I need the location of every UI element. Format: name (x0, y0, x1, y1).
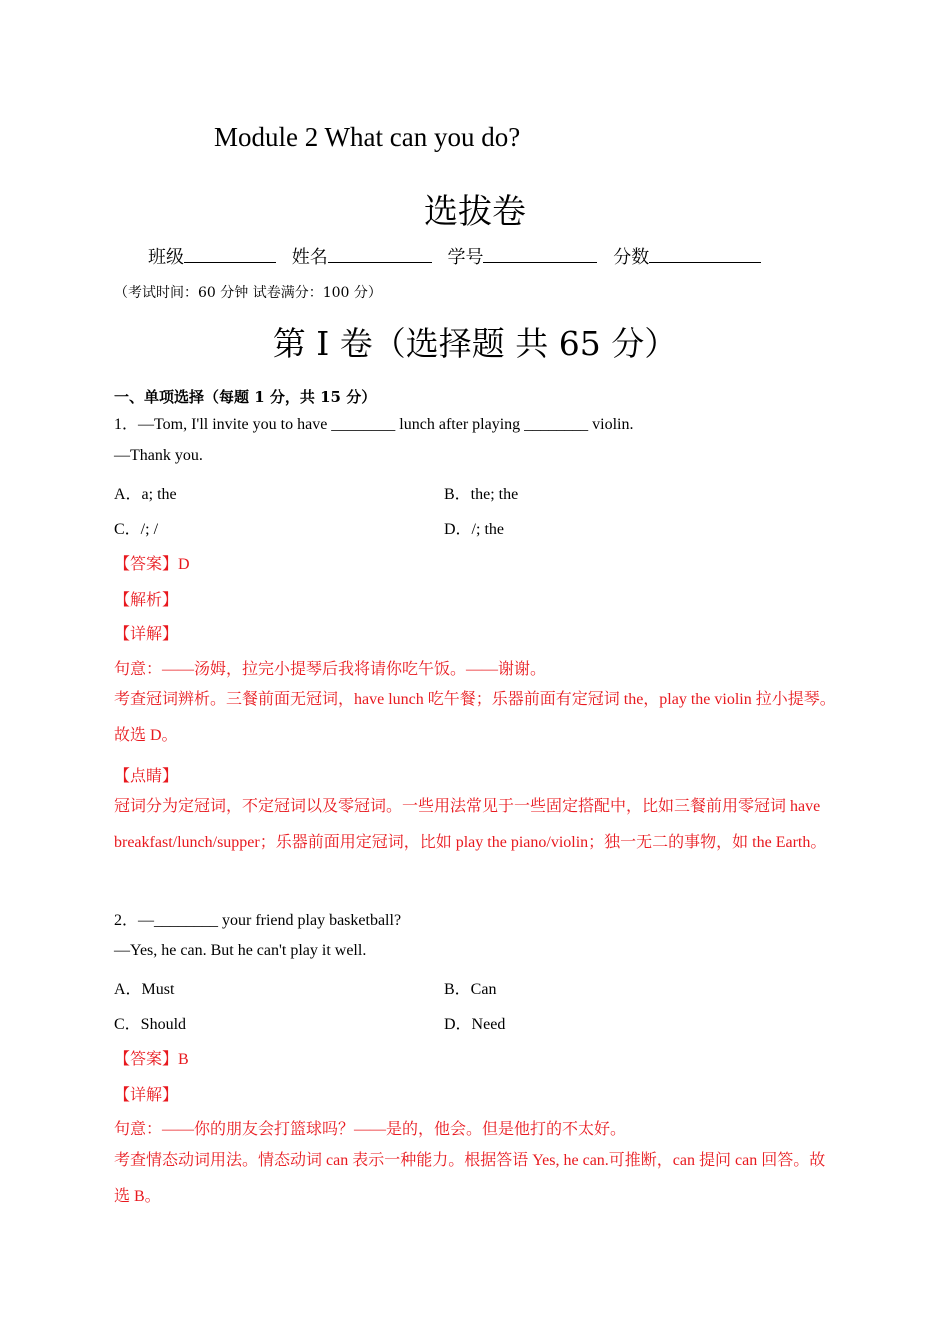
student-info-row (148, 243, 771, 269)
question-1-stem: 1．—Tom, I'll invite you to have ________ lunch after playing ________ violin. (114, 416, 634, 433)
score-blank[interactable] (649, 246, 761, 263)
question-1-option-c: C．/; / (114, 521, 159, 538)
question-1-detail-label: 【详解】 (114, 626, 179, 643)
volume-title: 第 I 卷（选择题 共 65 分） (272, 324, 678, 363)
question-2-option-b: B．Can (444, 981, 497, 998)
class-blank[interactable] (184, 246, 276, 263)
question-2-stem: 2．—________ your friend play basketball? (114, 912, 402, 929)
question-2-option-d: D．Need (444, 1016, 506, 1033)
question-1-response: —Thank you. (114, 447, 203, 464)
question-2-detail-label: 【详解】 (114, 1087, 179, 1104)
question-2-meaning: 句意：——你的朋友会打篮球吗？——是的，他会。但是他打的不太好。 (114, 1121, 627, 1138)
question-2-option-c: C．Should (114, 1016, 187, 1033)
question-1-answer: 【答案】D (114, 556, 190, 573)
exam-info: （考试时间：60 分钟 试卷满分：100 分） (114, 285, 382, 301)
question-2-answer: 【答案】B (114, 1051, 189, 1068)
question-1-tip-label: 【点睛】 (114, 768, 179, 785)
score-label: 分数 (613, 247, 650, 268)
question-1-analysis-label: 【解析】 (114, 592, 179, 609)
question-2-option-a: A．Must (114, 981, 175, 998)
question-1-tip: 冠词分为定冠词，不定冠词以及零冠词。一些用法常见于一些固定搭配中，比如三餐前用零冠词 have breakfast/lunch/supper；乐器前面用定冠词，比如 play the piano/violin；独一无二的事物，如 the Earth。 (114, 798, 827, 851)
class-label: 班级 (148, 247, 184, 268)
name-blank[interactable] (328, 246, 432, 263)
section-heading: 一、单项选择（每题 1 分，共 15 分） (114, 388, 377, 406)
question-1-explanation: 考查冠词辨析。三餐前面无冠词，have lunch 吃午餐；乐器前面有定冠词 the，play the violin 拉小提琴。故选 D。 (114, 691, 836, 744)
question-2-explanation: 考查情态动词用法。情态动词 can 表示一种能力。根据答语 Yes, he can.可推断，can 提问 can 回答。故选 B。 (114, 1152, 826, 1205)
document-title: Module 2 What can you do? (214, 122, 521, 152)
student-number-label: 学号 (447, 247, 484, 268)
question-2-response: —Yes, he can. But he can't play it well. (114, 942, 367, 959)
question-1-meaning: 句意：——汤姆，拉完小提琴后我将请你吃午饭。——谢谢。 (114, 661, 547, 678)
name-label: 姓名 (291, 247, 328, 268)
question-1-option-a: A．a; the (114, 486, 177, 503)
student-number-blank[interactable] (483, 246, 597, 263)
question-1-option-d: D．/; the (444, 521, 504, 538)
question-1-option-b: B．the; the (444, 486, 519, 503)
document-subtitle: 选拔卷 (424, 192, 526, 232)
